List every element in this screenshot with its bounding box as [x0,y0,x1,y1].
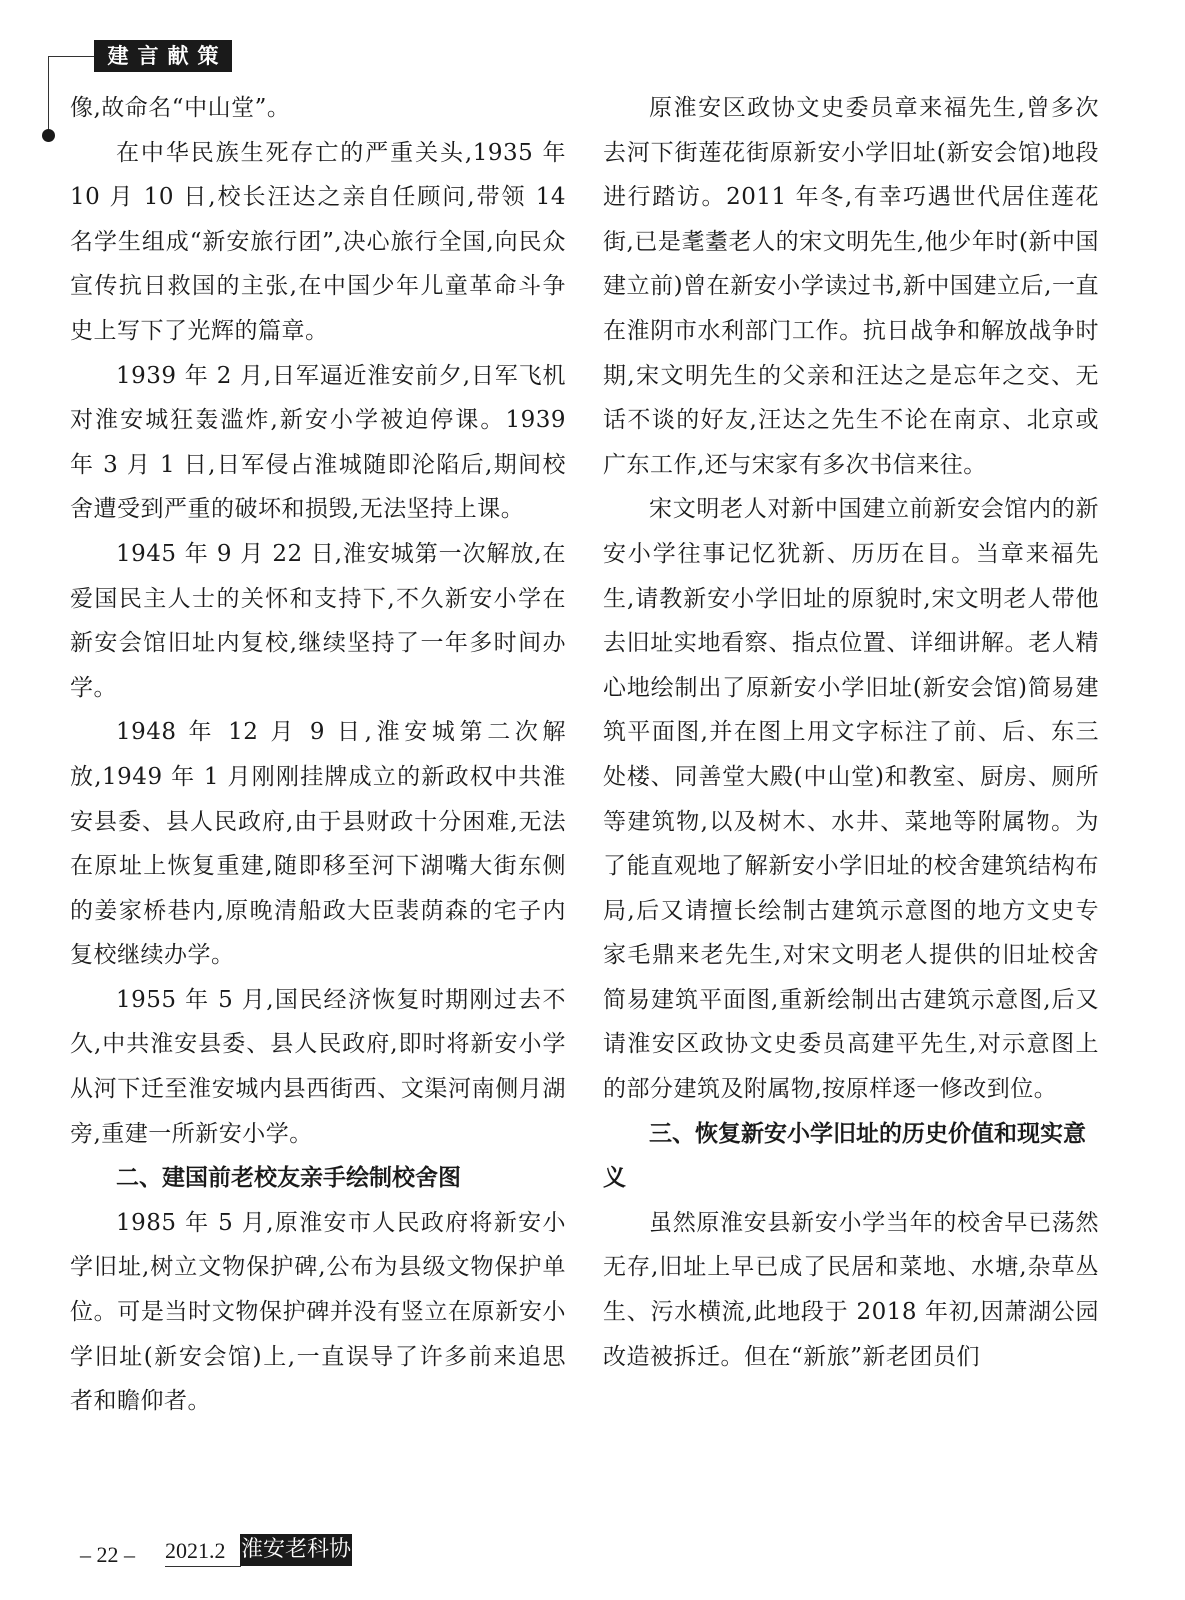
right-column [603,86,1099,1379]
journal-name: 淮安老科协 [240,1534,352,1566]
paragraph: 1955 年 5 月,国民经济恢复时期刚过去不久,中共淮安县委、县人民政府,即时将新安小学从河下迁至淮安城内县西街西、文渠河南侧月湖旁,重建一所新安小学。 [70,986,566,1147]
header-rule-horizontal [48,56,94,57]
paragraph: 宋文明老人对新中国建立前新安会馆内的新安小学往事记忆犹新、历历在目。当章来福先生,请教新安小学旧址的原貌时,宋文明老人带他去旧址实地看察、指点位置、详细讲解。老人精心地绘制出了原新安小学旧址(新安会馆)简易建筑平面图,并在图上用文字标注了前、后、东三处楼、同善堂大殿(中山堂)和教室、厨房、厕所等建筑物,以及树木、水井、菜地等附属物。为了能直观地了解新安小学旧址的校舍建筑结构布局,后又请擅长绘制古建筑示意图的地方文史专家毛鼎来老先生,对宋文明老人提供的旧址校舍简易建筑平面图,重新绘制出古建筑示意图,后又请淮安区政协文史委员高建平先生,对示意图上的部分建筑及附属物,按原样逐一修改到位。 [603,496,1099,1103]
paragraph: 1985 年 5 月,原淮安市人民政府将新安小学旧址,树立文物保护碑,公布为县级文物保护单位。可是当时文物保护碑并没有竖立在原新安小学旧址(新安会馆)上,一直误导了许多前来追思者和瞻仰者。 [70,1209,566,1415]
paragraph: 1948 年 12 月 9 日,淮安城第二次解放,1949 年 1 月刚刚挂牌成立的新政权中共淮安县委、县人民政府,由于县财政十分困难,无法在原址上恢复重建,随即移至河下湖嘴大街东侧的姜家桥巷内,原晚清船政大臣裴荫森的宅子内复校继续办学。 [70,719,566,969]
paragraph: 像,故命名“中山堂”。 [70,95,291,121]
paragraph: 在中华民族生死存亡的严重关头,1935 年 10 月 10 日,校长汪达之亲自任顾问,带领 14 名学生组成“新安旅行团”,决心旅行全国,向民众宣传抗日救国的主张,在中国少年儿童革命斗争史上写下了光辉的篇章。 [70,139,566,344]
paragraph: 虽然原淮安县新安小学当年的校舍早已荡然无存,旧址上早已成了民居和菜地、水塘,杂草丛生、污水横流,此地段于 2018 年初,因萧湖公园改造被拆迁。但在“新旅”新老团员们 [603,1209,1099,1370]
section-heading: 二、建国前老校友亲手绘制校舍图 [116,1165,461,1192]
section-heading: 三、恢复新安小学旧址的历史价值和现实意义 [603,1120,1086,1192]
left-column [70,86,566,1424]
issue-date-underline [165,1566,241,1567]
paragraph: 1945 年 9 月 22 日,淮安城第一次解放,在爱国民主人士的关怀和支持下,不久新安小学在新安会馆旧址内复校,继续坚持了一年多时间办学。 [70,540,566,701]
header-bullet-dot [42,129,55,142]
issue-date: 2021.2 [165,1538,226,1563]
paragraph: 1939 年 2 月,日军逼近淮安前夕,日军飞机对淮安城狂轰滥炸,新安小学被迫停课。1939 年 3 月 1 日,日军侵占淮城随即沦陷后,期间校舍遭受到严重的破坏和损毁,无法坚持上课。 [70,362,566,523]
section-tag: 建言献策 [94,40,232,72]
header-rule-vertical [48,56,49,136]
paragraph: 原淮安区政协文史委员章来福先生,曾多次去河下街莲花街原新安小学旧址(新安会馆)地段进行踏访。2011 年冬,有幸巧遇世代居住莲花街,已是耄耋老人的宋文明先生,他少年时(新中国建立前)曾在新安小学读过书,新中国建立后,一直在淮阴市水利部门工作。抗日战争和解放战争时期,宋文明先生的父亲和汪达之是忘年之交、无话不谈的好友,汪达之先生不论在南京、北京或广东工作,还与宋家有多次书信来往。 [603,95,1099,478]
page-number: – 22 – [80,1542,135,1567]
